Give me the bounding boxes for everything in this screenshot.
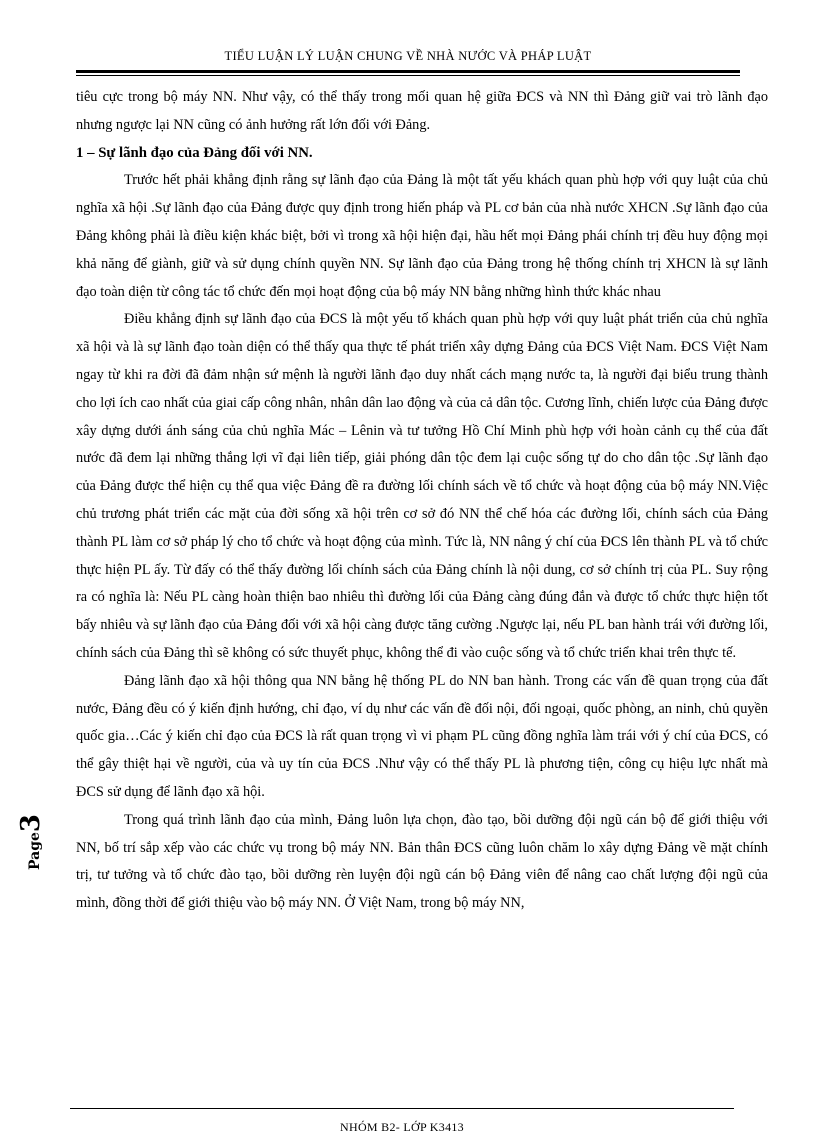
page-number-label — [16, 814, 46, 870]
document-header: TIỂU LUẬN LÝ LUẬN CHUNG VỀ NHÀ NƯỚC VÀ PHÁP LUẬT — [224, 49, 592, 63]
header-rule-thin — [76, 75, 740, 76]
paragraph: Đảng lãnh đạo xã hội thông qua NN bằng hệ thống PL do NN ban hành. Trong các vấn đề quan trọng của đất nước, Đảng đều có ý kiến định hướng, chỉ đạo, ví dụ như các vấn đề đối nội, đối ngoại, quốc phòng, an ninh, chủ quyền quốc gia…Các ý kiến chỉ đạo của ĐCS là rất quan trọng vì vi phạm PL cũng đồng nghĩa làm trái với ý chí của ĐCS, có thể gây thiệt hại về người, của và uy tín của ĐCS .Như vậy có thể thấy PL là phương tiện, công cụ hiệu lực nhất mà ĐCS sử dụng để lãnh đạo xã hội. — [76, 672, 768, 800]
section-heading: 1 – Sự lãnh đạo của Đảng đối với NN. — [76, 144, 313, 161]
document-body — [76, 84, 768, 918]
paragraph: Trước hết phải khẳng định rằng sự lãnh đạo của Đảng là một tất yếu khách quan phù hợp với quy luật của chủ nghĩa xã hội .Sự lãnh đạo của Đảng được quy định trong hiến pháp và PL cơ bản của nhà nước XHCN .Sự lãnh đạo của Đảng không phải là điều kiện khác biệt, bởi vì trong xã hội hiện đại, hầu hết mọi Đảng phái chính trị đều huy động mọi khả năng để giành, giữ và sử dụng chính quyền NN. Sự lãnh đạo của Đảng trong hệ thống chính trị XHCN là sự lãnh đạo toàn diện từ công tác tổ chức đến mọi hoạt động của bộ máy NN bằng những hình thức khác nhau — [76, 172, 768, 300]
paragraph: Điều khẳng định sự lãnh đạo của ĐCS là một yếu tố khách quan phù hợp với quy luật phát triển của chủ nghĩa xã hội và là sự lãnh đạo toàn diện có thể thấy qua thực tế phát triển xây dựng Đảng của ĐCS Việt Nam. ĐCS Việt Nam ngay từ khi ra đời đã đảm nhận sứ mệnh là người lãnh đạo duy nhất cách mạng nước ta, là người đại biểu trung thành cho lợi ích cao nhất của giai cấp công nhân, nhân dân lao động và của cả dân tộc. Cương lĩnh, chiến lược của Đảng được xây dựng dưới ánh sáng của chủ nghĩa Mác – Lênin và tư tưởng Hồ Chí Minh phù hợp với hoàn cảnh cụ thể của đất nước đã đem lại những thắng lợi vĩ đại liên tiếp, giải phóng dân tộc đem lại cuộc sống tự do cho dân tộc .Sự lãnh đạo của Đảng được thể hiện cụ thể qua việc Đảng đề ra đường lối chính sách về tổ chức và hoạt động của bộ máy NN.Việc chủ trương phát triển các mặt của đời sống xã hội trên cơ sở đó NN thể chế hóa các đường lối, chính sách của Đảng thành PL làm cơ sở pháp lý cho tổ chức và hoạt động của mình. Tức là, NN nâng ý chí của ĐCS lên thành PL và tổ chức thực hiện PL ấy. Từ đấy có thể thấy đường lối chính sách của Đảng chính là nội dung, cơ sở chính trị của PL. Suy rộng ra có nghĩa là: Nếu PL càng hoàn thiện bao nhiêu thì đường lối của Đảng càng đúng đắn và được tổ chức thực hiện tốt bấy nhiêu và sự lãnh đạo của Đảng đối với xã hội càng được tăng cường .Ngược lại, nếu PL ban hành trái với đường lối, chính sách của Đảng thì sẽ không có sức thuyết phục, không thể đi vào cuộc sống và tổ chức triển khai trên thực tế. — [76, 311, 768, 661]
paragraph-continuation: tiêu cực trong bộ máy NN. Như vậy, có thể thấy trong mối quan hệ giữa ĐCS và NN thì Đảng giữ vai trò lãnh đạo nhưng ngược lại NN cũng có ảnh hưởng rất lớn đối với Đảng. — [76, 89, 768, 133]
page-word: Page — [27, 832, 43, 870]
header-rule-thick — [76, 70, 740, 73]
document-footer: NHÓM B2- LỚP K3413 — [340, 1120, 464, 1134]
page-number: 3 — [16, 813, 46, 833]
footer-rule — [70, 1108, 734, 1109]
paragraph: Trong quá trình lãnh đạo của mình, Đảng luôn lựa chọn, đào tạo, bồi dưỡng đội ngũ cán bộ để giới thiệu với NN, bố trí sắp xếp vào các chức vụ trong bộ máy NN. Bản thân ĐCS cũng luôn chăm lo xây dựng Đảng về mặt chính trị, tư tưởng và tổ chức đào tạo, bồi dưỡng rèn luyện đội ngũ cán bộ Đảng viên để nâng cao chất lượng đội ngũ của mình, đồng thời để giới thiệu vào bộ máy NN. Ở Việt Nam, trong bộ máy NN, — [76, 811, 768, 912]
